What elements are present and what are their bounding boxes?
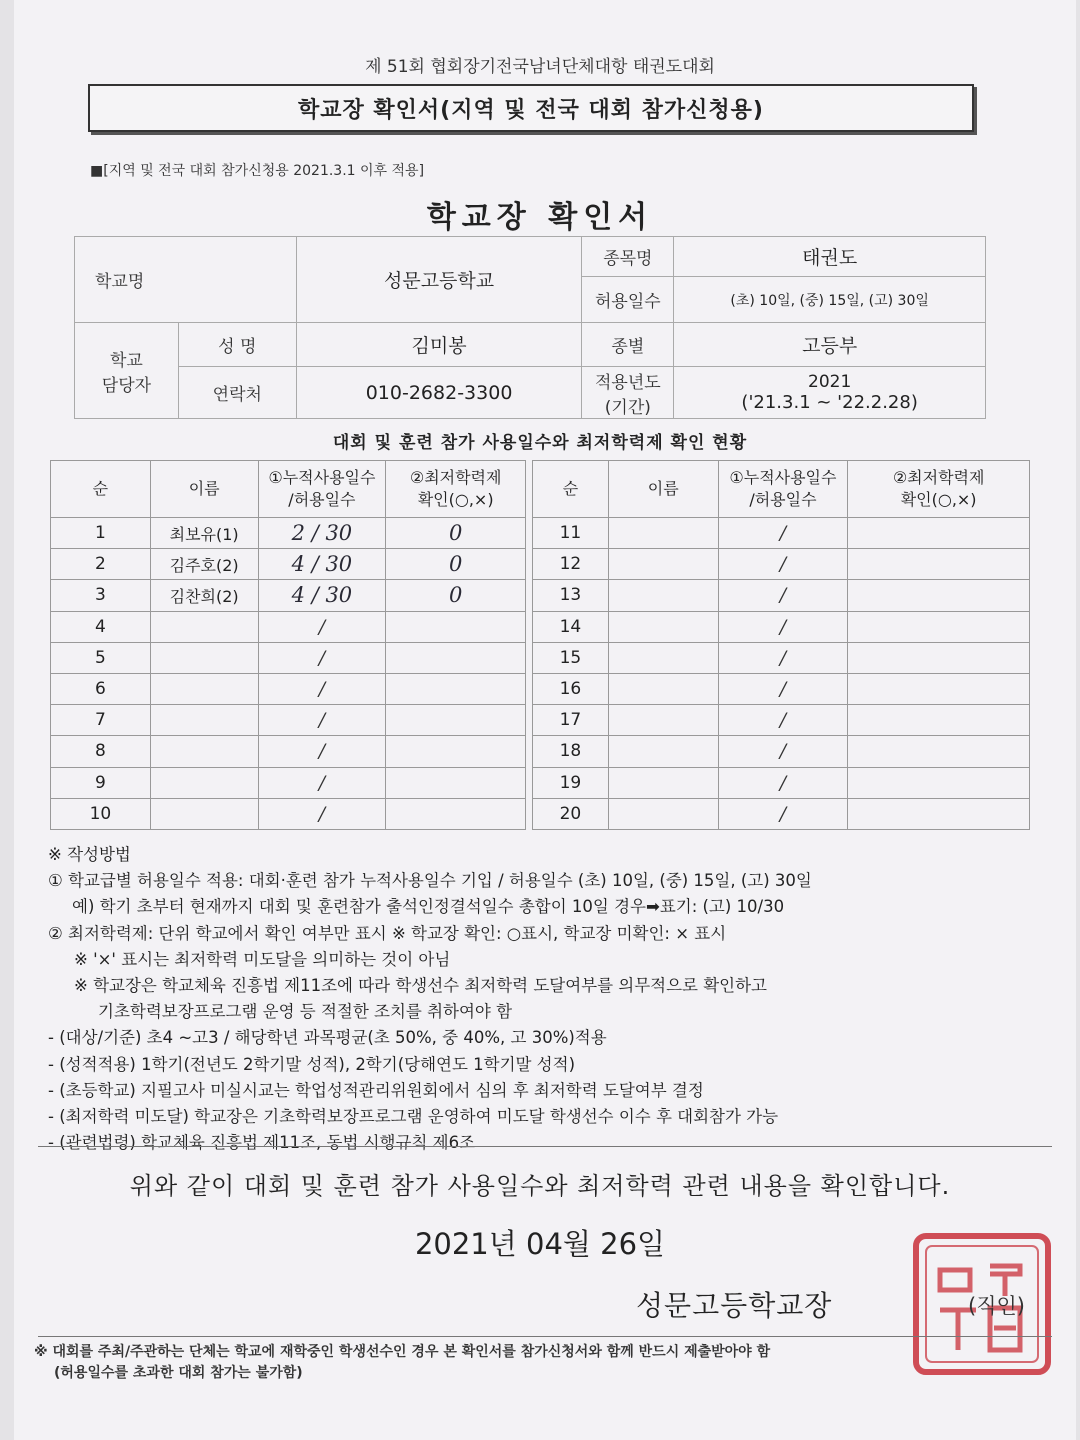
principal-signature: 성문고등학교장 [636,1289,833,1322]
divider [38,1146,1052,1147]
cell-name [150,767,258,798]
instr-line: - (대상/기준) 초4 ~고3 / 해당학년 과목평균(초 50%, 중 40%, 고 30%)적용 [48,1028,607,1048]
col-no-right: 순 [533,461,609,518]
cell-check [386,798,526,829]
cell-name [608,642,718,673]
cell-days: / [258,673,386,704]
table-row [51,736,1030,767]
col-check-right [848,461,1030,518]
applicable-year-label [582,367,674,419]
cell-no: 14 [533,611,609,642]
table-row [51,549,1030,580]
table-row [51,767,1030,798]
cell-no: 18 [533,736,609,767]
cell-name: 김주호(2) [150,549,258,580]
cell-name [608,705,718,736]
phone-value: 010-2682-3300 [296,367,582,419]
col-name-left: 이름 [150,461,258,518]
cell-name [150,798,258,829]
cell-no: 13 [533,580,609,611]
cell-name [150,736,258,767]
cell-no: 17 [533,705,609,736]
sport-value: 태권도 [674,237,986,277]
cell-name [150,705,258,736]
col-days-right-line2: /허용일수 [749,490,817,509]
cell-name [608,518,718,549]
instructions [48,842,1048,1156]
instr-line: ※ '×' 표시는 최저학력 미도달을 의미하는 것이 아님 [74,949,451,969]
col-check-right-line1: ②최저학력제 [892,468,985,487]
instr-line: - (관련법령) 학교체육 진흥법 제11조, 동법 시행규칙 제6조 [48,1133,475,1153]
cell-check [386,642,526,673]
school-name-label: 학교명 [75,237,297,323]
usage-table [50,460,1030,830]
instr-line: ※ 학교장은 학교체육 진흥법 제11조에 따라 학생선수 최저학력 도달여부를 의무적으로 확인하고 [74,976,767,996]
cell-check: 0 [386,549,526,580]
cell-name [608,611,718,642]
cell-no: 10 [51,798,151,829]
col-days-left-line1: ①누적사용일수 [268,468,376,487]
cell-check [386,611,526,642]
cell-check [386,705,526,736]
column-gap [526,611,533,642]
cell-check [848,673,1030,704]
person-name-label: 성 명 [178,323,296,367]
cell-days: / [718,798,848,829]
table-row [51,611,1030,642]
column-gap [526,673,533,704]
cell-no: 4 [51,611,151,642]
cell-days: / [718,580,848,611]
cell-no: 7 [51,705,151,736]
instr-line: - (최저학력 미도달) 학교장은 기초학력보장프로그램 운영하여 미도달 학생선수 이수 후 대회참가 가능 [48,1107,779,1127]
col-check-right-line2: 확인(○,×) [900,490,977,509]
table-row [51,518,1030,549]
allowed-days-label: 허용일수 [582,277,674,323]
cell-check: 0 [386,518,526,549]
cell-days: / [718,705,848,736]
col-check-left-line2: 확인(○,×) [417,490,494,509]
cell-name: 최보유(1) [150,518,258,549]
col-check-left-line1: ②최저학력제 [409,468,502,487]
col-name-right: 이름 [608,461,718,518]
cell-check [848,549,1030,580]
table-row [51,798,1030,829]
table-row [51,642,1030,673]
table-row [51,580,1030,611]
column-gap [526,549,533,580]
cell-check [848,767,1030,798]
division-value: 고등부 [674,323,986,367]
column-gap [526,767,533,798]
footnote-line: (허용일수를 초과한 대회 참가는 불가함) [54,1365,303,1381]
cell-name [608,580,718,611]
cell-no: 16 [533,673,609,704]
instr-line: 예) 학기 초부터 현재까지 대회 및 훈련참가 출석인정결석일수 총합이 10일 경우➡표기: (고) 10/30 [72,897,785,917]
cell-check [848,518,1030,549]
column-gap [526,798,533,829]
seal-mark: (직인) [968,1294,1025,1318]
cell-name [608,673,718,704]
cell-days: 4 / 30 [258,580,386,611]
column-gap [526,705,533,736]
column-gap [526,736,533,767]
col-days-right-line1: ①누적사용일수 [729,468,837,487]
phone-label: 연락처 [178,367,296,419]
issue-date: 2021년 04월 26일 [414,1227,666,1261]
applicability-note: ■[지역 및 전국 대회 참가신청용 2021.3.1 이후 적용] [90,163,425,179]
cell-no: 8 [51,736,151,767]
cell-no: 5 [51,642,151,673]
column-gap [526,461,533,518]
cell-no: 2 [51,549,151,580]
column-gap [526,580,533,611]
applicable-year-label-line2: (기간) [604,397,651,418]
table-row [51,705,1030,736]
applicable-year: 2021 [808,372,852,392]
cell-check [848,705,1030,736]
cell-days: / [258,798,386,829]
cell-name: 김찬희(2) [150,580,258,611]
division-label: 종별 [582,323,674,367]
cell-check [848,611,1030,642]
col-days-left [258,461,386,518]
cell-no: 9 [51,767,151,798]
cell-no: 11 [533,518,609,549]
cell-no: 12 [533,549,609,580]
cell-days: / [718,736,848,767]
school-contact-label [75,323,179,419]
cell-days: / [718,767,848,798]
footnote-divider [38,1336,1052,1337]
cell-days: / [718,642,848,673]
cell-no: 15 [533,642,609,673]
cell-no: 20 [533,798,609,829]
cell-days: / [718,518,848,549]
table-row [51,673,1030,704]
instr-line: - (초등학교) 지필고사 미실시교는 학업성적관리위원회에서 심의 후 최저학력 도달여부 결정 [48,1080,704,1100]
cell-name [608,736,718,767]
cell-no: 19 [533,767,609,798]
school-info-table [74,236,986,419]
col-days-left-line2: /허용일수 [288,490,356,509]
cell-days: / [718,549,848,580]
cell-no: 3 [51,580,151,611]
col-days-right [718,461,848,518]
school-contact-label-line1: 학교 [110,350,143,371]
applicable-year-value [674,367,986,419]
cell-days: / [258,705,386,736]
usage-section-title: 대회 및 훈련 참가 사용일수와 최저학력제 확인 현황 [332,433,748,453]
cell-no: 1 [51,518,151,549]
school-contact-label-line2: 담당자 [101,375,152,396]
cell-days: / [258,642,386,673]
cell-name [608,798,718,829]
column-gap [526,642,533,673]
cell-check [848,798,1030,829]
cell-days: / [258,736,386,767]
cell-name [150,673,258,704]
cell-days: / [258,767,386,798]
cell-days: 4 / 30 [258,549,386,580]
applicable-period: ('21.3.1 ~ '22.2.28) [741,392,918,413]
cell-check [848,580,1030,611]
cell-check [386,767,526,798]
event-title: 제 51회 협회장기전국남녀단체대항 태권도대회 [365,57,715,77]
sport-label: 종목명 [582,237,674,277]
cell-name [608,767,718,798]
cell-check [848,736,1030,767]
confirmation-statement: 위와 같이 대회 및 훈련 참가 사용일수와 최저학력 관련 내용을 확인합니다. [129,1172,951,1200]
document-main-title: 학교장 확인서(지역 및 전국 대회 참가신청용) [88,84,974,132]
instr-heading: ※ 작성방법 [48,845,131,864]
col-check-left [386,461,526,518]
footnote-line: ※ 대회를 주최/주관하는 단체는 학교에 재학중인 학생선수인 경우 본 확인서를 참가신청서와 함께 반드시 제출받아야 함 [34,1344,771,1360]
allowed-days-value: (초) 10일, (중) 15일, (고) 30일 [674,277,986,323]
instr-line: ② 최저학력제: 단위 학교에서 확인 여부만 표시 ※ 학교장 확인: ○표시, 학교장 미확인: × 표시 [48,923,727,943]
cell-name [150,642,258,673]
cell-check [386,736,526,767]
cell-days: / [258,611,386,642]
cell-check: 0 [386,580,526,611]
cell-check [386,673,526,704]
cell-no: 6 [51,673,151,704]
certificate-title: 학교장 확인서 [426,200,654,235]
column-gap [526,518,533,549]
instr-line: - (성적적용) 1학기(전년도 2학기말 성적), 2학기(당해연도 1학기말 성적) [48,1054,576,1074]
cell-days: 2 / 30 [258,518,386,549]
cell-check [848,642,1030,673]
cell-name [608,549,718,580]
applicable-year-label-line1: 적용년도 [595,372,661,393]
col-no-left: 순 [51,461,151,518]
cell-name [150,611,258,642]
instr-line: 기초학력보장프로그램 운영 등 적절한 조치를 취하여야 함 [98,1002,513,1022]
person-name-value: 김미봉 [296,323,582,367]
cell-days: / [718,673,848,704]
school-name-value: 성문고등학교 [296,237,582,323]
instr-line: ① 학교급별 허용일수 적용: 대회·훈련 참가 누적사용일수 기입 / 허용일수 (초) 10일, (중) 15일, (고) 30일 [48,871,812,891]
cell-days: / [718,611,848,642]
footnote [34,1342,1054,1384]
